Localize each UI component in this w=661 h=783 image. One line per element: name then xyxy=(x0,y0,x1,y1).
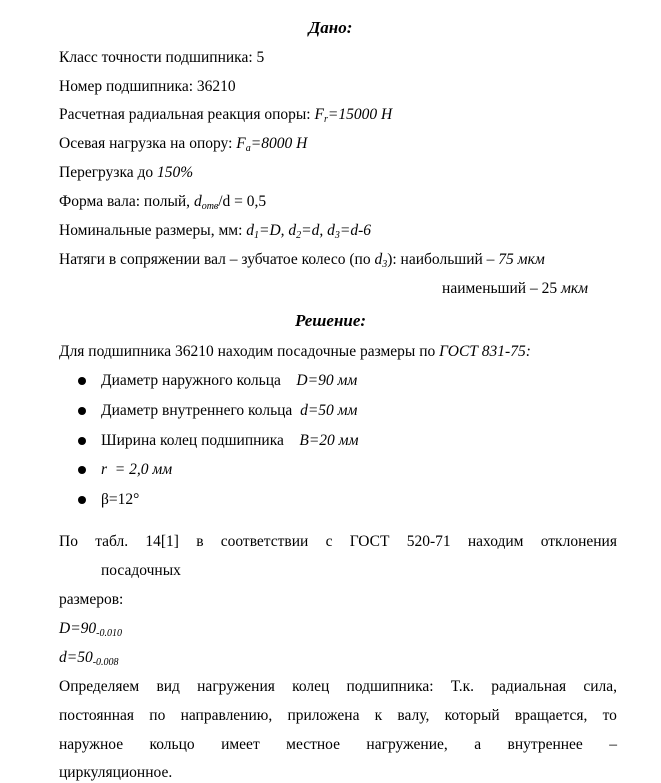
axial-line: Осевая нагрузка на опору: Fa=8000 Н xyxy=(59,135,308,154)
table-reference-cont: посадочных xyxy=(101,562,181,579)
load-line-1: Определяем вид нагружения колец подшипника: Т.к. радиальная сила, xyxy=(59,678,617,695)
overload-line: Перегрузка до 150% xyxy=(59,164,194,181)
load-line-3: наружное кольцо имеет местное нагружение, а внутреннее – xyxy=(59,736,617,753)
interference-min-line: наименьший – 25 мкм xyxy=(442,280,588,297)
load-line-2: постоянная по направлению, приложена к валу, который вращается, то xyxy=(59,707,617,724)
bullet-dot xyxy=(78,496,86,504)
bullet-item: Диаметр внутреннего кольца d=50 мм xyxy=(101,402,358,419)
nominal-line: Номинальные размеры, мм: d1=D, d2=d, d3=d-6 xyxy=(59,222,372,241)
table-reference-cont2: размеров: xyxy=(59,591,124,608)
radial-line: Расчетная радиальная реакция опоры: Fr=15000 Н xyxy=(59,106,393,125)
bullet-item: Диаметр наружного кольца D=90 мм xyxy=(101,372,358,389)
bullet-dot xyxy=(78,377,86,385)
interference-line: Натяги в сопряжении вал – зубчатое колесо (по d3): наибольший – 75 мкм xyxy=(59,251,545,270)
bullet-dot xyxy=(78,466,86,474)
bullet-dot xyxy=(78,407,86,415)
bullet-item: Ширина колец подшипника B=20 мм xyxy=(101,432,359,449)
load-line-4: циркуляционное. xyxy=(59,764,173,781)
bullet-item: β=12° xyxy=(101,491,140,508)
given-title: Дано: xyxy=(308,18,353,37)
deviation-d: d=50-0.008 xyxy=(59,649,119,668)
deviation-D: D=90-0.010 xyxy=(59,620,122,639)
number-line: Номер подшипника: 36210 xyxy=(59,78,236,95)
solution-intro: Для подшипника 36210 находим посадочные размеры по ГОСТ 831-75: xyxy=(59,343,531,360)
class-line: Класс точности подшипника: 5 xyxy=(59,49,265,66)
solution-title: Решение: xyxy=(294,311,367,330)
table-reference-line: По табл. 14[1] в соответствии с ГОСТ 520-71 находим отклонения xyxy=(59,533,617,550)
shaft-line: Форма вала: полый, dотв/d = 0,5 xyxy=(59,193,267,212)
bullet-item: r = 2,0 мм xyxy=(101,461,173,478)
bullet-dot xyxy=(78,437,86,445)
